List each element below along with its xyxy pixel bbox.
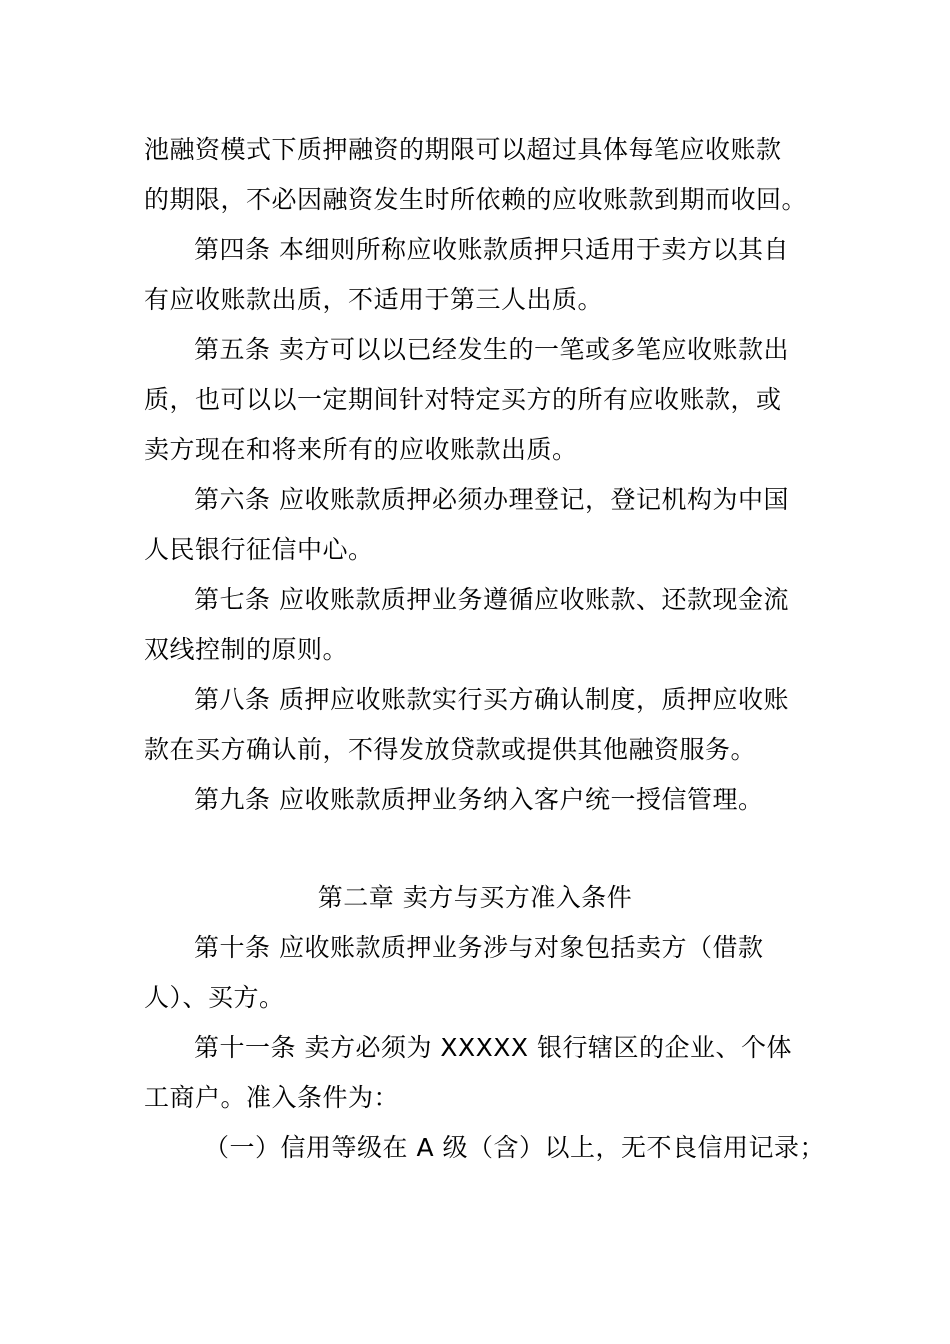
paragraph-line: 人）、买方。 [144, 983, 285, 1012]
paragraph-line: 卖方现在和将来所有的应收账款出质。 [144, 435, 578, 464]
article-10-line: 第十条 应收账款质押业务涉与对象包括卖方（借款 [194, 933, 764, 962]
article-9-line: 第九条 应收账款质押业务纳入客户统一授信管理。 [194, 785, 764, 814]
paragraph-line: 人民银行征信中心。 [144, 535, 374, 564]
chapter-heading: 第二章 卖方与买方准入条件 [317, 883, 633, 912]
article-7-line: 第七条 应收账款质押业务遵循应收账款、还款现金流 [194, 585, 789, 614]
paragraph-line: 池融资模式下质押融资的期限可以超过具体每笔应收账款 [144, 135, 782, 164]
article-11-line: 第十一条 卖方必须为 XXXXX 银行辖区的企业、个体 [194, 1033, 792, 1062]
paragraph-line: 质，也可以以一定期间针对特定买方的所有应收账款，或 [144, 385, 782, 414]
paragraph-line: 的期限，不必因融资发生时所依赖的应收账款到期而收回。 [144, 185, 808, 214]
paragraph-line: 工商户。准入条件为： [144, 1083, 400, 1112]
paragraph-line: 双线控制的原则。 [144, 635, 349, 664]
paragraph-line: 款在买方确认前，不得发放贷款或提供其他融资服务。 [144, 735, 757, 764]
article-8-line: 第八条 质押应收账款实行买方确认制度，质押应收账 [194, 685, 789, 714]
paragraph-line: 有应收账款出质，不适用于第三人出质。 [144, 285, 604, 314]
article-6-line: 第六条 应收账款质押必须办理登记，登记机构为中国 [194, 485, 789, 514]
article-5-line: 第五条 卖方可以以已经发生的一笔或多笔应收账款出 [194, 335, 789, 364]
list-item-1: （一）信用等级在 A 级（含）以上，无不良信用记录； [204, 1133, 825, 1162]
article-4-line: 第四条 本细则所称应收账款质押只适用于卖方以其自 [194, 235, 789, 264]
